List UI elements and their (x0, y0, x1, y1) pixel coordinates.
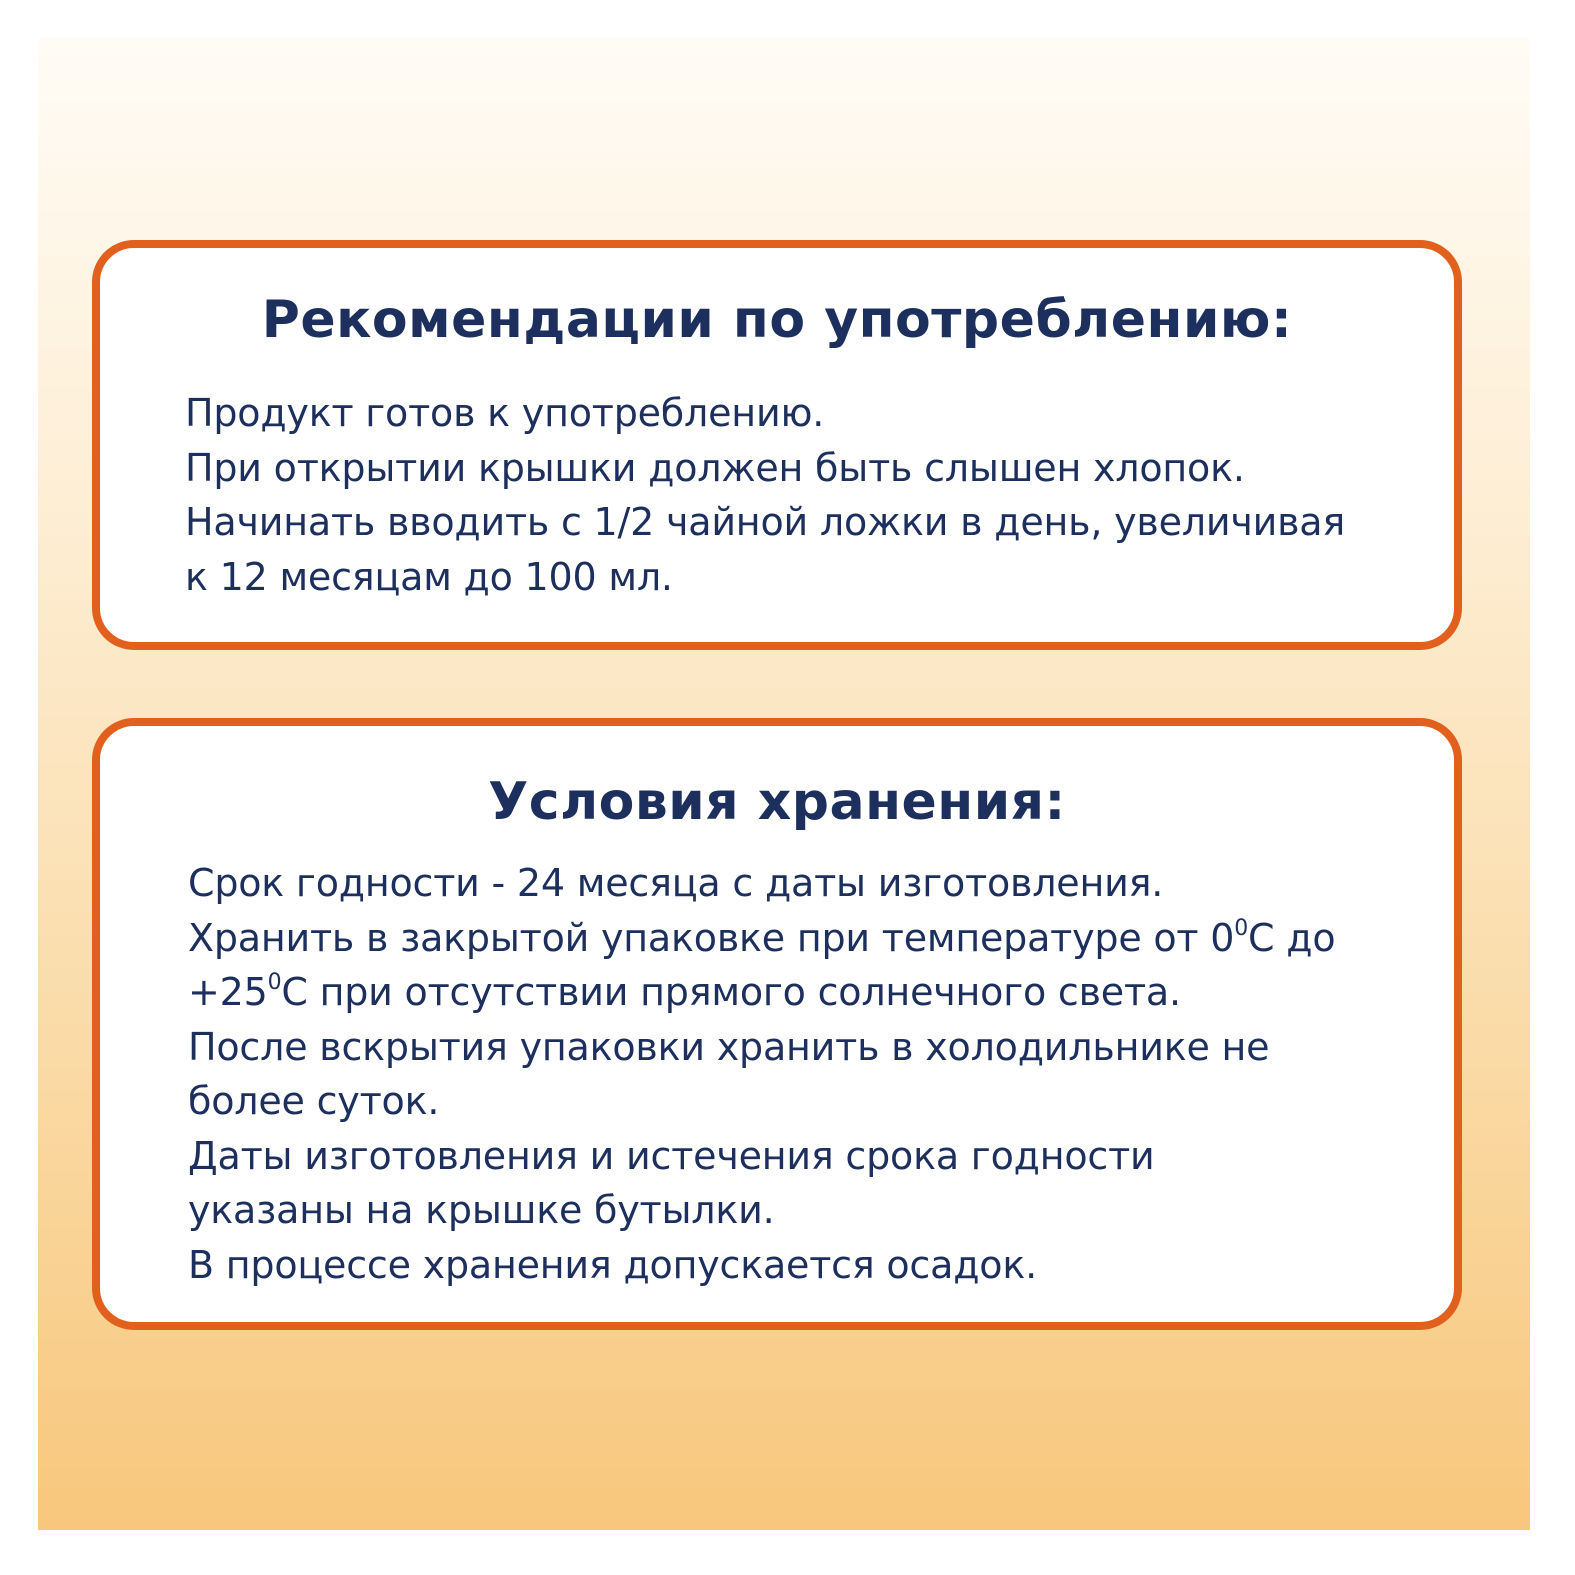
storage-line: более суток. (188, 1079, 440, 1123)
storage-line: В процессе хранения допускается осадок. (188, 1242, 1037, 1287)
storage-line-text: +25 (188, 970, 268, 1014)
usage-text (185, 386, 1345, 604)
storage-line (188, 911, 1335, 966)
usage-recommendations-card (92, 240, 1462, 650)
storage-line: Даты изготовления и истечения срока годности (188, 1133, 1155, 1178)
degree-superscript: 0 (267, 970, 282, 995)
storage-line: указаны на крышке бутылки. (188, 1188, 775, 1232)
storage-line (188, 965, 1335, 1020)
usage-line: При открытии крышки должен быть слышен хлопок. (185, 445, 1245, 490)
storage-line-text: С до (1248, 915, 1336, 960)
usage-line: к 12 месяцам до 100 мл. (185, 554, 673, 599)
storage-line-text: С при отсутствии прямого солнечного света. (281, 970, 1181, 1014)
usage-line: Начинать вводить с 1/2 чайной ложки в день, увеличивая (185, 500, 1346, 544)
storage-title: Условия хранения: (488, 772, 1066, 832)
storage-line-text: Хранить в закрытой упаковке при температуре от 0 (188, 915, 1235, 960)
usage-title: Рекомендации по употреблению: (261, 290, 1293, 350)
degree-superscript: 0 (1234, 915, 1249, 941)
storage-line: После вскрытия упаковки хранить в холодильнике не (188, 1024, 1270, 1069)
usage-line: Продукт готов к употреблению. (185, 391, 825, 435)
storage-line: Срок годности - 24 месяца с даты изготовления. (188, 861, 1164, 905)
storage-text (188, 856, 1335, 1292)
storage-conditions-card (92, 718, 1462, 1330)
